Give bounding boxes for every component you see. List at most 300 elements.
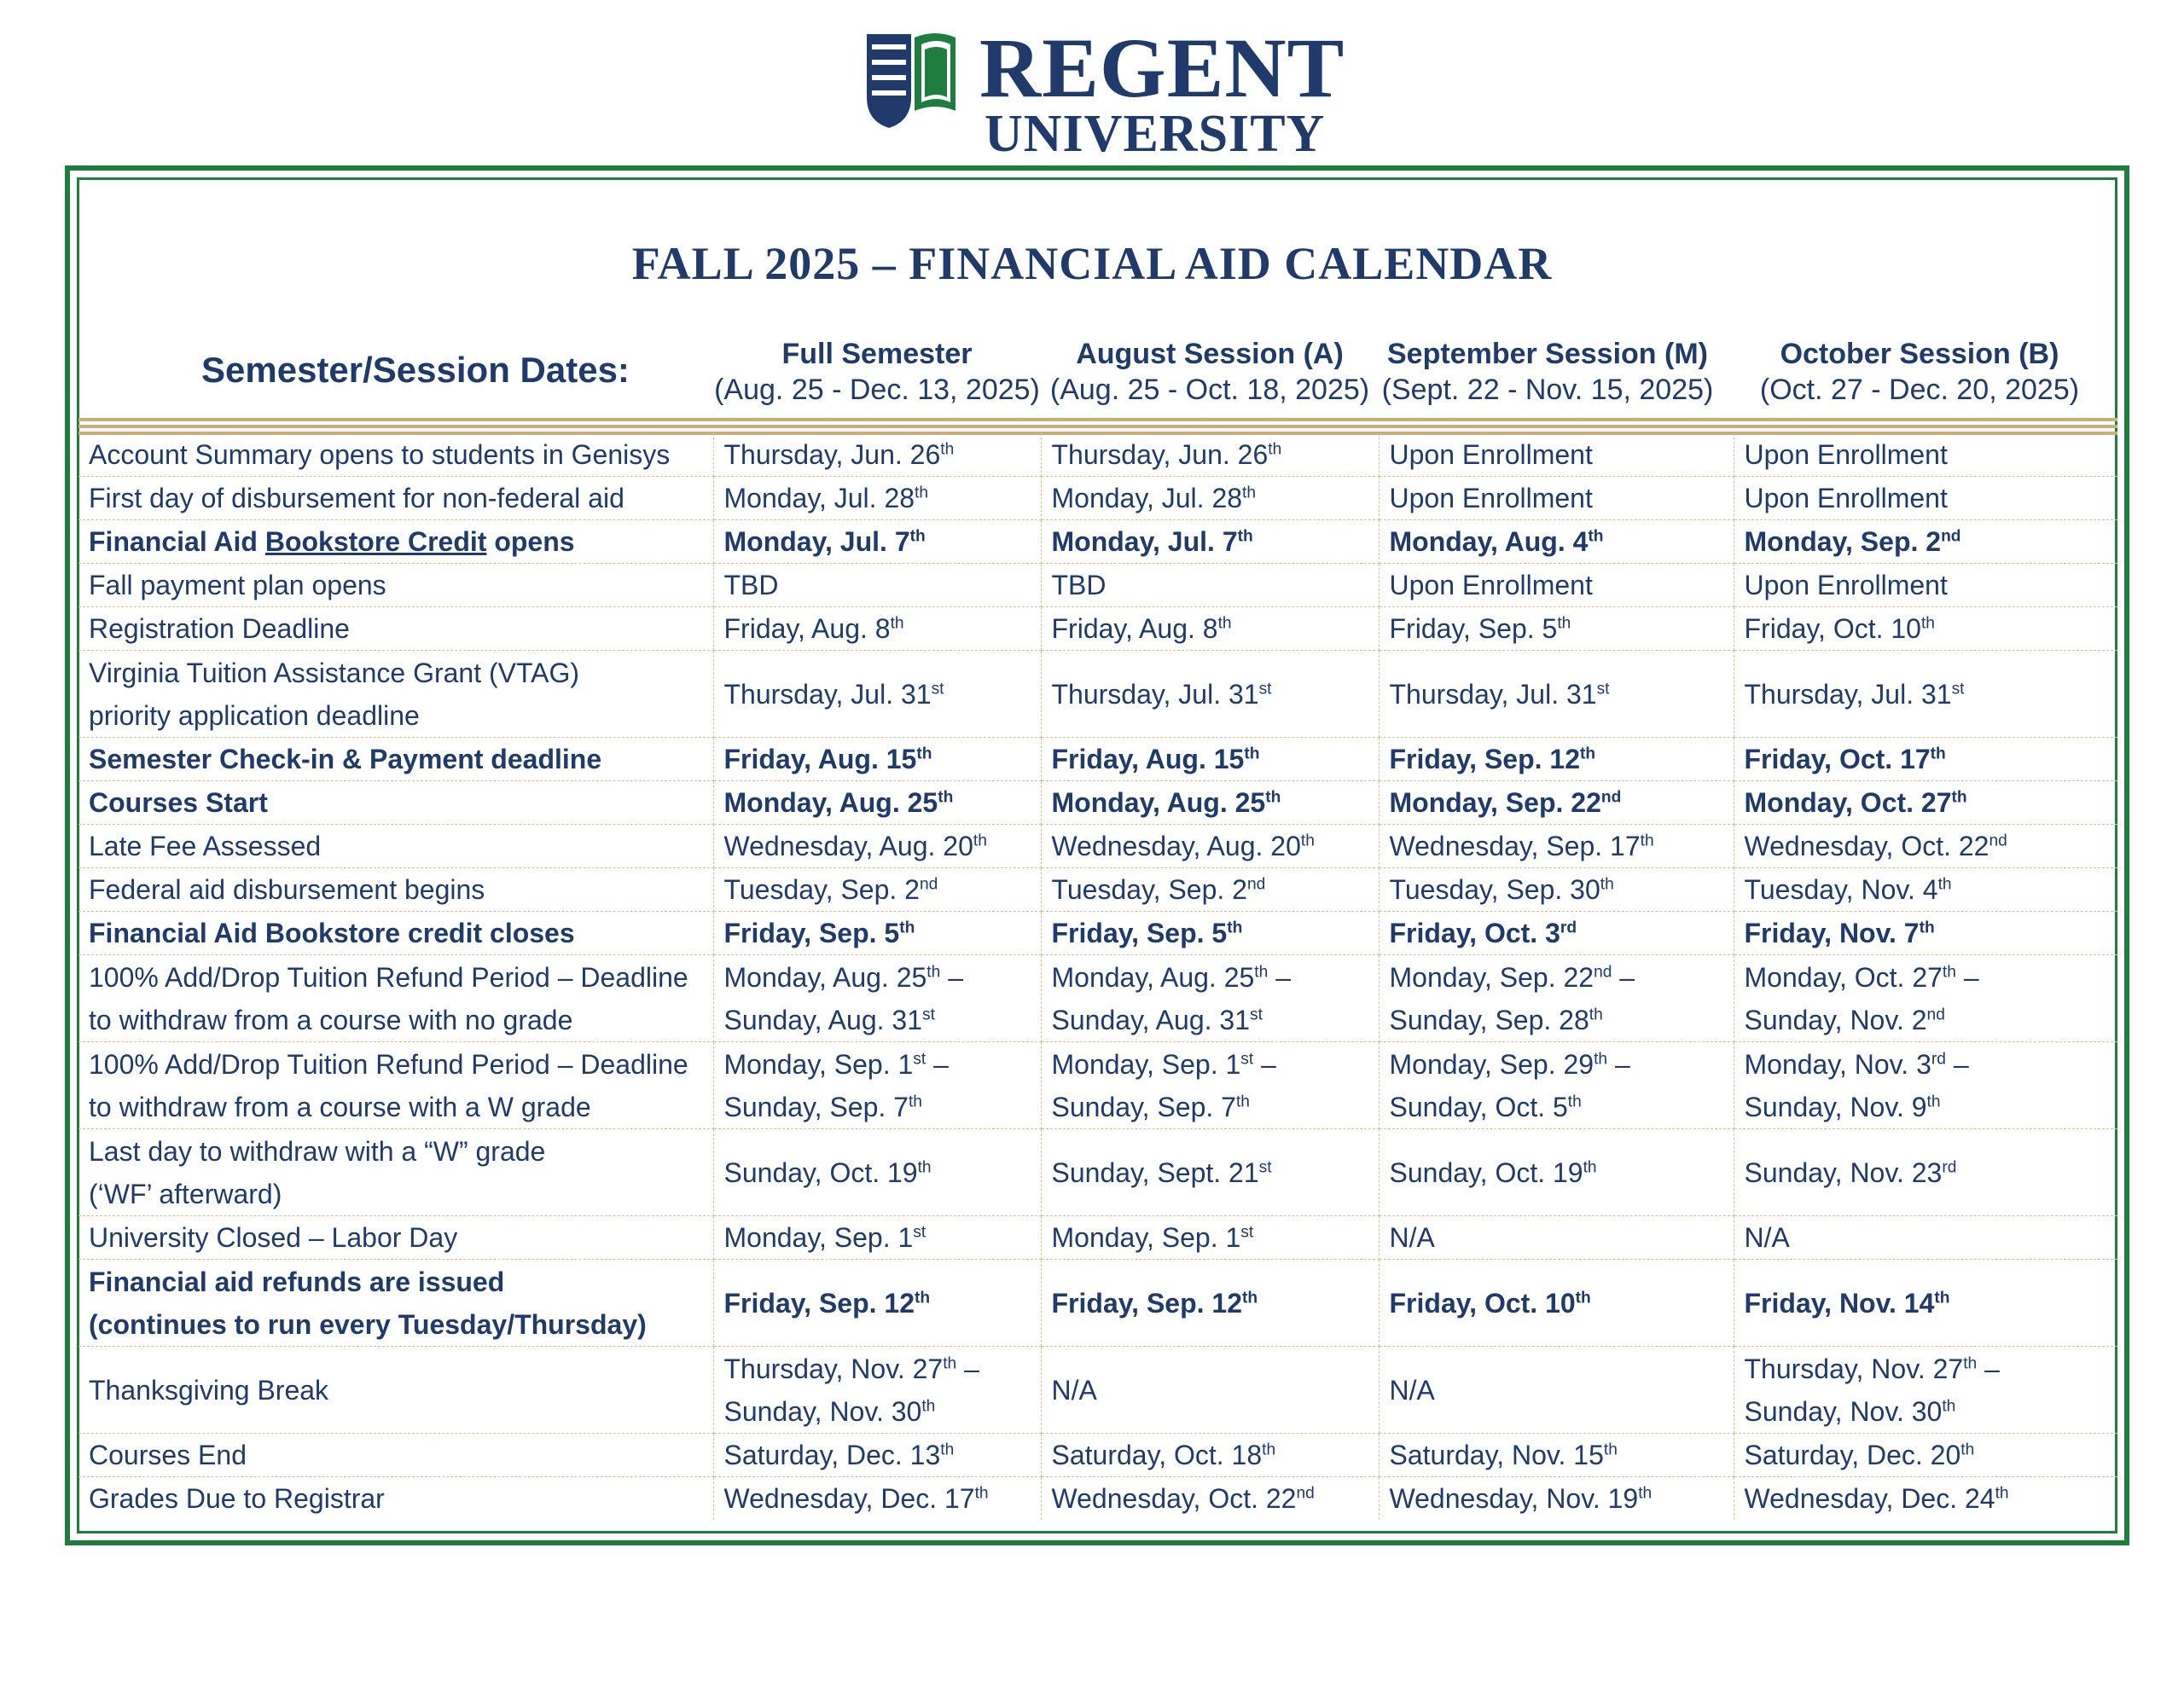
date-suffix: th: [890, 614, 904, 633]
date-cell: [713, 912, 1041, 955]
header-divider-middle: [78, 425, 2117, 428]
date-text: Tuesday, Sep. 2: [1051, 874, 1247, 905]
row-label: [78, 955, 713, 1042]
row-label: [78, 912, 713, 955]
date-text: Monday, Sep. 29: [1389, 1048, 1594, 1080]
date-cell: [1041, 1216, 1379, 1260]
date-text: Wednesday, Oct. 22: [1744, 831, 1989, 861]
date-text: Sunday, Nov. 23: [1744, 1157, 1943, 1188]
column-name: September Session (M): [1387, 338, 1708, 370]
column-name: October Session (B): [1780, 338, 2059, 370]
date-suffix: th: [1963, 1354, 1978, 1372]
row-label: [78, 868, 713, 912]
row-label-line: Late Fee Assessed: [89, 831, 322, 861]
date-text: Sunday, Aug. 31: [723, 1004, 922, 1035]
semester-session-label: Semester/Session Dates:: [201, 350, 630, 390]
date-text: Upon Enrollment: [1744, 439, 1948, 470]
date-text: Upon Enrollment: [1389, 439, 1593, 470]
date-suffix: th: [916, 745, 932, 763]
date-cell: [713, 955, 1041, 1042]
date-suffix: th: [1951, 788, 1967, 807]
date-suffix: th: [1930, 745, 1946, 763]
date-suffix: st: [1596, 679, 1610, 698]
column-header-october-session: [1740, 336, 2099, 408]
date-suffix: st: [921, 1005, 935, 1023]
row-label: [78, 1260, 713, 1347]
table-row: [78, 868, 2117, 912]
date-text: Monday, Sep. 1: [723, 1222, 914, 1253]
date-suffix: th: [915, 1288, 931, 1307]
date-suffix: st: [1240, 1049, 1254, 1068]
date-text: Sunday, Oct. 19: [1389, 1157, 1583, 1188]
date-suffix: th: [1244, 745, 1260, 763]
row-label: [78, 781, 713, 825]
date-text: Thursday, Jul. 31: [1744, 678, 1952, 710]
date-text: Monday, Aug. 25: [1051, 787, 1266, 818]
row-label: [78, 433, 713, 477]
row-label-line: 100% Add/Drop Tuition Refund Period – Deadline: [89, 961, 688, 993]
date-text: Friday, Nov. 14: [1744, 1287, 1935, 1319]
column-dates: (Oct. 27 - Dec. 20, 2025): [1759, 374, 2080, 406]
date-text: Saturday, Dec. 13: [723, 1440, 941, 1470]
date-text: Wednesday, Aug. 20: [1051, 831, 1301, 861]
date-text: Sunday, Sep. 28: [1389, 1004, 1589, 1035]
date-suffix: th: [974, 1484, 989, 1503]
row-label: [78, 1434, 713, 1477]
date-suffix: rd: [1931, 1049, 1946, 1068]
row-label: [78, 1477, 713, 1521]
date-text: Friday, Aug. 8: [723, 613, 891, 644]
date-text: Wednesday, Dec. 24: [1744, 1483, 1995, 1514]
date-cell: [1041, 1347, 1379, 1434]
date-cell: [1379, 1434, 1734, 1477]
date-text: Sunday, Nov. 30: [1744, 1395, 1943, 1427]
row-label-line: Grades Due to Registrar: [89, 1483, 385, 1514]
calendar-table-body: [78, 433, 2117, 1520]
row-label: [78, 1129, 713, 1216]
date-suffix: th: [1580, 745, 1596, 763]
date-suffix: th: [909, 527, 926, 546]
row-label-line: University Closed – Labor Day: [89, 1222, 458, 1253]
date-cell: [1734, 1129, 2117, 1216]
row-label: [78, 607, 713, 651]
date-cell: [1379, 868, 1734, 912]
date-text: Friday, Sep. 5: [1389, 613, 1558, 644]
date-cell: [713, 520, 1041, 564]
date-text: Sunday, Aug. 31: [1051, 1004, 1250, 1035]
date-text: Monday, Jul. 28: [723, 483, 915, 513]
date-suffix: nd: [1594, 962, 1612, 981]
date-suffix: th: [1237, 527, 1253, 546]
date-text: Sunday, Oct. 5: [1389, 1091, 1568, 1122]
date-suffix: th: [921, 1396, 936, 1415]
date-suffix: st: [913, 1223, 926, 1242]
table-row: [78, 1347, 2117, 1434]
date-suffix: th: [1268, 440, 1282, 459]
date-cell: [1379, 477, 1734, 520]
date-cell: [1734, 1216, 2117, 1260]
date-text: Friday, Oct. 10: [1389, 1287, 1576, 1319]
date-suffix: th: [1995, 1484, 2009, 1503]
row-label-line: (continues to run every Tuesday/Thursday): [89, 1308, 647, 1340]
date-cell: [1734, 520, 2117, 564]
date-suffix: th: [1583, 1157, 1597, 1176]
column-dates: (Sept. 22 - Nov. 15, 2025): [1381, 374, 1714, 406]
date-cell: [1379, 955, 1734, 1042]
date-text: Thursday, Jul. 31: [1389, 678, 1597, 710]
date-cell: [1041, 955, 1379, 1042]
date-suffix: th: [1603, 1441, 1618, 1459]
date-cell: [1379, 1260, 1734, 1347]
date-cell: [713, 433, 1041, 477]
date-cell: [713, 651, 1041, 738]
date-text: Friday, Oct. 3: [1389, 918, 1560, 948]
row-label-line: Federal aid disbursement begins: [89, 874, 485, 905]
date-cell: [1734, 781, 2117, 825]
date-text: Sunday, Sept. 21: [1051, 1157, 1259, 1188]
date-cell: [713, 1347, 1041, 1434]
date-cell: [1734, 1434, 2117, 1477]
date-cell: [1379, 738, 1734, 781]
row-label: [78, 738, 713, 781]
table-row: [78, 955, 2117, 1042]
table-row: [78, 1042, 2117, 1129]
date-text: Wednesday, Nov. 19: [1389, 1483, 1639, 1514]
date-cell: [1041, 738, 1379, 781]
column-header-full-semester: [698, 336, 1056, 408]
date-cell: [1041, 433, 1379, 477]
date-text: N/A: [1389, 1222, 1435, 1253]
date-text: N/A: [1744, 1222, 1790, 1253]
date-suffix: nd: [1926, 1005, 1945, 1023]
date-text: Monday, Oct. 27: [1744, 961, 1943, 993]
date-text: Wednesday, Sep. 17: [1389, 831, 1641, 861]
date-suffix: st: [1258, 679, 1272, 698]
date-text: N/A: [1051, 1374, 1097, 1406]
table-row: [78, 781, 2117, 825]
date-suffix: th: [1600, 875, 1614, 894]
date-suffix: th: [1934, 1288, 1950, 1307]
date-text: Thursday, Nov. 27: [1744, 1353, 1964, 1384]
date-suffix: th: [926, 962, 941, 981]
date-suffix: th: [915, 484, 929, 502]
date-text: Saturday, Dec. 20: [1744, 1440, 1961, 1470]
date-suffix: th: [1594, 1049, 1608, 1068]
date-text: Friday, Sep. 5: [723, 918, 900, 948]
row-label-line: Courses End: [89, 1440, 247, 1470]
date-cell: [1041, 1477, 1379, 1521]
date-text: Monday, Aug. 25: [1051, 961, 1255, 993]
column-name: Full Semester: [781, 338, 973, 370]
date-text: Friday, Aug. 8: [1051, 613, 1218, 644]
date-text: Sunday, Sep. 7: [1051, 1091, 1236, 1122]
row-label-line: 100% Add/Drop Tuition Refund Period – Deadline: [89, 1048, 688, 1080]
date-suffix: th: [1557, 614, 1571, 633]
date-cell: [1041, 868, 1379, 912]
date-text: Friday, Nov. 7: [1744, 918, 1920, 948]
date-suffix: th: [940, 1441, 955, 1459]
date-suffix: th: [1589, 1005, 1603, 1023]
date-text: Monday, Jul. 7: [1051, 526, 1238, 557]
date-cell: [1041, 1129, 1379, 1216]
row-label-line: Financial Aid Bookstore credit closes: [89, 918, 575, 948]
table-row: [78, 912, 2117, 955]
date-cell: [1041, 607, 1379, 651]
date-text: Thursday, Jun. 26: [723, 439, 941, 470]
date-suffix: th: [943, 1354, 957, 1372]
date-text: Monday, Aug. 25: [723, 961, 927, 993]
date-cell: [713, 607, 1041, 651]
date-cell: [1734, 651, 2117, 738]
column-name: August Session (A): [1076, 338, 1344, 370]
date-suffix: st: [1951, 679, 1965, 698]
table-row: [78, 651, 2117, 738]
date-text: Wednesday, Aug. 20: [723, 831, 973, 861]
date-cell: [1734, 607, 2117, 651]
table-row: [78, 1216, 2117, 1260]
date-text: Sunday, Nov. 9: [1744, 1091, 1927, 1122]
date-suffix: th: [1254, 962, 1269, 981]
date-text: Monday, Jul. 28: [1051, 483, 1243, 513]
table-row: [78, 1477, 2117, 1521]
date-cell: [713, 738, 1041, 781]
row-label-line: to withdraw from a course with a W grade: [89, 1091, 591, 1122]
date-suffix: th: [1567, 1092, 1582, 1110]
date-text: Wednesday, Oct. 22: [1051, 1483, 1297, 1514]
date-cell: [1041, 1260, 1379, 1347]
row-label: [78, 564, 713, 607]
row-label-line: Virginia Tuition Assistance Grant (VTAG): [89, 657, 580, 688]
date-text: Monday, Aug. 25: [723, 787, 938, 818]
date-text: Upon Enrollment: [1744, 483, 1948, 513]
date-cell: [713, 1129, 1041, 1216]
date-suffix: th: [1937, 875, 1952, 894]
row-label-line: Financial aid refunds are issued: [89, 1266, 505, 1297]
date-suffix: rd: [1942, 1157, 1957, 1176]
date-text: Friday, Oct. 17: [1744, 744, 1931, 774]
date-cell: [1379, 1129, 1734, 1216]
date-cell: [1734, 868, 2117, 912]
date-suffix: th: [940, 440, 955, 459]
date-text: Monday, Sep. 1: [1051, 1048, 1241, 1080]
page-title: FALL 2025 – FINANCIAL AID CALENDAR: [631, 238, 1553, 289]
date-cell: [1041, 1042, 1379, 1129]
date-text: Monday, Sep. 22: [1389, 961, 1594, 993]
date-suffix: st: [931, 679, 944, 698]
column-dates: (Aug. 25 - Dec. 13, 2025): [714, 374, 1040, 406]
date-cell: [1734, 955, 2117, 1042]
table-row: [78, 825, 2117, 868]
date-suffix: th: [899, 919, 915, 937]
date-cell: [1379, 1216, 1734, 1260]
date-suffix: th: [1242, 484, 1257, 502]
date-cell: [1734, 1477, 2117, 1521]
date-text: Sunday, Oct. 19: [723, 1157, 918, 1188]
date-text: Saturday, Nov. 15: [1389, 1440, 1604, 1470]
date-cell: [1041, 1434, 1379, 1477]
range-dash: –: [1612, 961, 1635, 993]
date-suffix: th: [1942, 962, 1956, 981]
row-label-line: (‘WF’ afterward): [89, 1178, 282, 1209]
date-text: Monday, Oct. 27: [1744, 787, 1952, 818]
column-header-august-session: [1031, 336, 1389, 408]
date-suffix: th: [1262, 1441, 1276, 1459]
date-cell: [713, 1216, 1041, 1260]
date-suffix: th: [1960, 1441, 1975, 1459]
date-text: Tuesday, Sep. 30: [1389, 874, 1600, 905]
date-text: Upon Enrollment: [1744, 570, 1948, 600]
date-cell: [1041, 825, 1379, 868]
date-text: Upon Enrollment: [1389, 483, 1593, 513]
table-row: [78, 564, 2117, 607]
row-label-line: Account Summary opens to students in Genisys: [89, 439, 671, 470]
date-text: Thursday, Nov. 27: [723, 1353, 944, 1384]
date-text: TBD: [723, 570, 779, 600]
date-cell: [713, 1477, 1041, 1521]
date-text: Monday, Aug. 4: [1389, 526, 1589, 557]
date-suffix: th: [1588, 527, 1604, 546]
date-text: Friday, Aug. 15: [723, 744, 917, 774]
date-suffix: st: [1249, 1005, 1263, 1023]
date-suffix: th: [1300, 832, 1315, 850]
row-label: [78, 1347, 713, 1434]
column-header-september-session: [1368, 336, 1727, 408]
date-suffix: th: [1227, 919, 1243, 937]
date-cell: [1379, 607, 1734, 651]
date-cell: [1734, 564, 2117, 607]
date-cell: [713, 1042, 1041, 1129]
date-cell: [1734, 1260, 2117, 1347]
row-label: [78, 651, 713, 738]
date-text: Monday, Sep. 1: [1051, 1222, 1241, 1253]
date-text: N/A: [1389, 1374, 1435, 1406]
table-row: [78, 520, 2117, 564]
date-text: Monday, Sep. 22: [1389, 787, 1601, 818]
row-label: [78, 1216, 713, 1260]
row-label-line: Registration Deadline: [89, 613, 350, 644]
date-cell: [713, 1260, 1041, 1347]
date-suffix: th: [917, 1157, 932, 1176]
date-suffix: th: [1242, 1288, 1258, 1307]
date-text: Wednesday, Dec. 17: [723, 1483, 975, 1514]
row-label-line: Thanksgiving Break: [89, 1374, 329, 1406]
range-dash: –: [956, 1353, 979, 1384]
row-label: [78, 1042, 713, 1129]
date-cell: [713, 564, 1041, 607]
range-dash: –: [1607, 1048, 1630, 1080]
date-text: Sunday, Sep. 7: [723, 1091, 909, 1122]
date-text: Tuesday, Sep. 2: [723, 874, 920, 905]
date-suffix: th: [1920, 614, 1935, 633]
range-dash: –: [926, 1048, 949, 1080]
date-suffix: th: [1217, 614, 1232, 633]
date-cell: [1041, 912, 1379, 955]
date-suffix: st: [1240, 1223, 1254, 1242]
date-text: Thursday, Jun. 26: [1051, 439, 1269, 470]
row-label-line: to withdraw from a course with no grade: [89, 1004, 573, 1035]
date-suffix: th: [1575, 1288, 1591, 1307]
date-cell: [1734, 1042, 2117, 1129]
date-suffix: th: [1265, 788, 1281, 807]
row-label-line: First day of disbursement for non-federal aid: [89, 483, 624, 513]
date-text: TBD: [1051, 570, 1107, 600]
range-dash: –: [1977, 1353, 2000, 1384]
date-suffix: th: [908, 1092, 922, 1110]
row-label: [78, 477, 713, 520]
row-label-line: Courses Start: [89, 787, 268, 818]
date-suffix: th: [1638, 1484, 1653, 1503]
date-suffix: st: [913, 1049, 926, 1068]
date-suffix: st: [1258, 1157, 1272, 1176]
date-cell: [1734, 1347, 2117, 1434]
range-dash: –: [1253, 1048, 1276, 1080]
date-text: Sunday, Nov. 2: [1744, 1004, 1927, 1035]
date-text: Monday, Nov. 3: [1744, 1048, 1931, 1080]
row-label-text: opens: [486, 526, 575, 557]
date-text: Friday, Sep. 12: [1051, 1287, 1242, 1319]
date-cell: [1734, 738, 2117, 781]
date-cell: [1379, 1347, 1734, 1434]
date-text: Friday, Oct. 10: [1744, 613, 1921, 644]
date-suffix: nd: [1296, 1484, 1315, 1503]
date-text: Thursday, Jul. 31: [723, 678, 932, 710]
date-suffix: rd: [1560, 919, 1577, 937]
table-row: [78, 607, 2117, 651]
date-cell: [1379, 1477, 1734, 1521]
date-suffix: th: [1942, 1396, 1956, 1415]
date-cell: [1734, 433, 2117, 477]
date-cell: [1041, 477, 1379, 520]
date-text: Monday, Sep. 1: [723, 1048, 914, 1080]
range-dash: –: [1268, 961, 1291, 993]
date-text: Friday, Sep. 12: [1389, 744, 1580, 774]
date-cell: [1379, 520, 1734, 564]
logo-text-regent: REGENT: [979, 20, 1345, 115]
date-cell: [713, 477, 1041, 520]
row-label-line: priority application deadline: [89, 699, 420, 731]
date-suffix: th: [1235, 1092, 1250, 1110]
row-label-line: Last day to withdraw with a “W” grade: [89, 1135, 546, 1167]
date-cell: [713, 1434, 1041, 1477]
row-label-line: Semester Check-in & Payment deadline: [89, 744, 602, 774]
row-label: [78, 825, 713, 868]
date-text: Sunday, Nov. 30: [723, 1395, 922, 1427]
date-cell: [1041, 520, 1379, 564]
regent-university-logo: [862, 20, 1345, 163]
date-suffix: nd: [1246, 875, 1266, 894]
date-cell: [1379, 781, 1734, 825]
date-text: Friday, Sep. 12: [723, 1287, 915, 1319]
date-suffix: th: [1926, 1092, 1941, 1110]
date-suffix: nd: [919, 875, 938, 894]
date-text: Monday, Jul. 7: [723, 526, 910, 557]
date-suffix: th: [1919, 919, 1935, 937]
date-cell: [713, 868, 1041, 912]
header-divider-top: [78, 418, 2117, 421]
range-dash: –: [1945, 1048, 1969, 1080]
table-row: [78, 738, 2117, 781]
date-cell: [1734, 912, 2117, 955]
table-row: [78, 1260, 2117, 1347]
date-suffix: nd: [1600, 788, 1622, 807]
column-dates: (Aug. 25 - Oct. 18, 2025): [1049, 374, 1370, 406]
table-row: [78, 1129, 2117, 1216]
date-text: Upon Enrollment: [1389, 570, 1593, 600]
table-row: [78, 477, 2117, 520]
date-cell: [1379, 1042, 1734, 1129]
date-suffix: nd: [1989, 832, 2007, 850]
date-cell: [1379, 825, 1734, 868]
